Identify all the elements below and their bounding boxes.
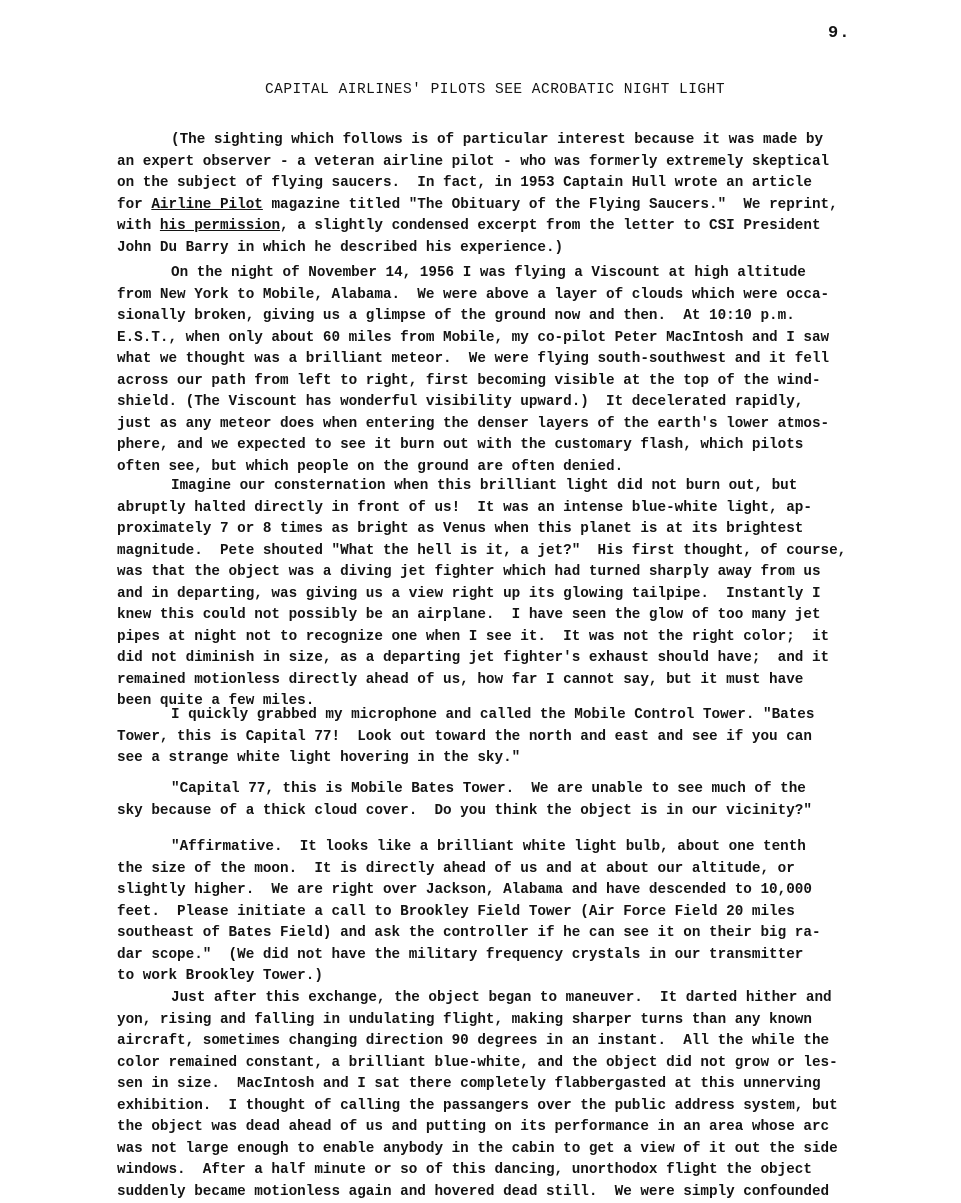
- paragraph-line: proximately 7 or 8 times as bright as Venus when this planet is at its brightest: [117, 519, 917, 541]
- intro-line: an expert observer - a veteran airline pilot - who was formerly extremely skeptical: [117, 152, 917, 174]
- paragraph-line: dar scope." (We did not have the military frequency crystals in our transmitter: [117, 945, 917, 967]
- body-paragraph: [117, 988, 917, 1203]
- paragraph-line: feet. Please initiate a call to Brookley Field Tower (Air Force Field 20 miles: [117, 902, 917, 924]
- body-paragraph: [117, 837, 917, 988]
- paragraph-line: phere, and we expected to see it burn out with the customary flash, which pilots: [117, 435, 917, 457]
- intro-line: John Du Barry in which he described his experience.): [117, 238, 917, 260]
- paragraph-line: On the night of November 14, 1956 I was flying a Viscount at high altitude: [117, 263, 917, 285]
- paragraph-line: was that the object was a diving jet fighter which had turned sharply away from us: [117, 562, 917, 584]
- article-title: CAPITAL AIRLINES' PILOTS SEE ACROBATIC NIGHT LIGHT: [0, 82, 961, 98]
- paragraph-line: "Affirmative. It looks like a brilliant white light bulb, about one tenth: [117, 837, 917, 859]
- paragraph-line: sionally broken, giving us a glimpse of the ground now and then. At 10:10 p.m.: [117, 306, 917, 328]
- paragraph-line: Just after this exchange, the object began to maneuver. It darted hither and: [117, 988, 917, 1010]
- paragraph-line: did not diminish in size, as a departing jet fighter's exhaust should have; and it: [117, 648, 917, 670]
- paragraph-line: was not large enough to enable anybody in the cabin to get a view of it out the side: [117, 1139, 917, 1161]
- paragraph-line: color remained constant, a brilliant blue-white, and the object did not grow or les-: [117, 1053, 917, 1075]
- paragraph-line: and in departing, was giving us a view right up its glowing tailpipe. Instantly I: [117, 584, 917, 606]
- paragraph-line: the object was dead ahead of us and putting on its performance in an area whose arc: [117, 1117, 917, 1139]
- paragraph-line: I quickly grabbed my microphone and called the Mobile Control Tower. "Bates: [117, 705, 917, 727]
- paragraph-line: exhibition. I thought of calling the passangers over the public address system, but: [117, 1096, 917, 1118]
- paragraph-line: remained motionless directly ahead of us, how far I cannot say, but it must have: [117, 670, 917, 692]
- body-paragraph: [117, 705, 917, 770]
- paragraph-line: slightly higher. We are right over Jackson, Alabama and have descended to 10,000: [117, 880, 917, 902]
- paragraph-line: from New York to Mobile, Alabama. We were above a layer of clouds which were occa-: [117, 285, 917, 307]
- body-paragraph: [117, 263, 917, 478]
- paragraph-line: sen in size. MacIntosh and I sat there completely flabbergasted at this unnerving: [117, 1074, 917, 1096]
- paragraph-line: what we thought was a brilliant meteor. We were flying south-southwest and it fell: [117, 349, 917, 371]
- paragraph-line: Tower, this is Capital 77! Look out toward the north and east and see if you can: [117, 727, 917, 749]
- paragraph-line: across our path from left to right, first becoming visible at the top of the wind-: [117, 371, 917, 393]
- intro-paragraph: [117, 130, 917, 259]
- intro-text: with: [117, 218, 160, 234]
- paragraph-line: knew this could not possibly be an airplane. I have seen the glow of too many jet: [117, 605, 917, 627]
- paragraph-line: just as any meteor does when entering the denser layers of the earth's lower atmos-: [117, 414, 917, 436]
- permission-phrase: his permission: [160, 218, 280, 234]
- paragraph-line: pipes at night not to recognize one when I see it. It was not the right color; it: [117, 627, 917, 649]
- intro-text: , a slightly condensed excerpt from the letter to CSI President: [280, 218, 821, 234]
- intro-line: [117, 195, 917, 217]
- paragraph-line: suddenly became motionless again and hovered dead still. We were simply confounded: [117, 1182, 917, 1203]
- intro-line: (The sighting which follows is of particular interest because it was made by: [117, 130, 917, 152]
- magazine-name: Airline Pilot: [151, 197, 263, 213]
- paragraph-line: southeast of Bates Field) and ask the controller if he can see it on their big ra-: [117, 923, 917, 945]
- paragraph-line: often see, but which people on the ground are often denied.: [117, 457, 917, 479]
- page-number: 9.: [828, 24, 850, 43]
- paragraph-line: Imagine our consternation when this brilliant light did not burn out, but: [117, 476, 917, 498]
- intro-text: magazine titled "The Obituary of the Flying Saucers." We reprint,: [263, 197, 838, 213]
- intro-line: [117, 216, 917, 238]
- paragraph-line: windows. After a half minute or so of this dancing, unorthodox flight the object: [117, 1160, 917, 1182]
- intro-text: for: [117, 197, 151, 213]
- body-paragraph: [117, 476, 917, 713]
- paragraph-line: magnitude. Pete shouted "What the hell is it, a jet?" His first thought, of course,: [117, 541, 917, 563]
- paragraph-line: been quite a few miles.: [117, 691, 917, 713]
- paragraph-line: abruptly halted directly in front of us! It was an intense blue-white light, ap-: [117, 498, 917, 520]
- paragraph-line: the size of the moon. It is directly ahead of us and at about our altitude, or: [117, 859, 917, 881]
- paragraph-line: shield. (The Viscount has wonderful visibility upward.) It decelerated rapidly,: [117, 392, 917, 414]
- intro-line: on the subject of flying saucers. In fact, in 1953 Captain Hull wrote an article: [117, 173, 917, 195]
- paragraph-line: to work Brookley Tower.): [117, 966, 917, 988]
- paragraph-line: sky because of a thick cloud cover. Do you think the object is in our vicinity?": [117, 801, 917, 823]
- paragraph-line: E.S.T., when only about 60 miles from Mobile, my co-pilot Peter MacIntosh and I saw: [117, 328, 917, 350]
- paragraph-line: "Capital 77, this is Mobile Bates Tower. We are unable to see much of the: [117, 779, 917, 801]
- body-paragraph: [117, 779, 917, 822]
- paragraph-line: aircraft, sometimes changing direction 90 degrees in an instant. All the while the: [117, 1031, 917, 1053]
- paragraph-line: yon, rising and falling in undulating flight, making sharper turns than any known: [117, 1010, 917, 1032]
- paragraph-line: see a strange white light hovering in the sky.": [117, 748, 917, 770]
